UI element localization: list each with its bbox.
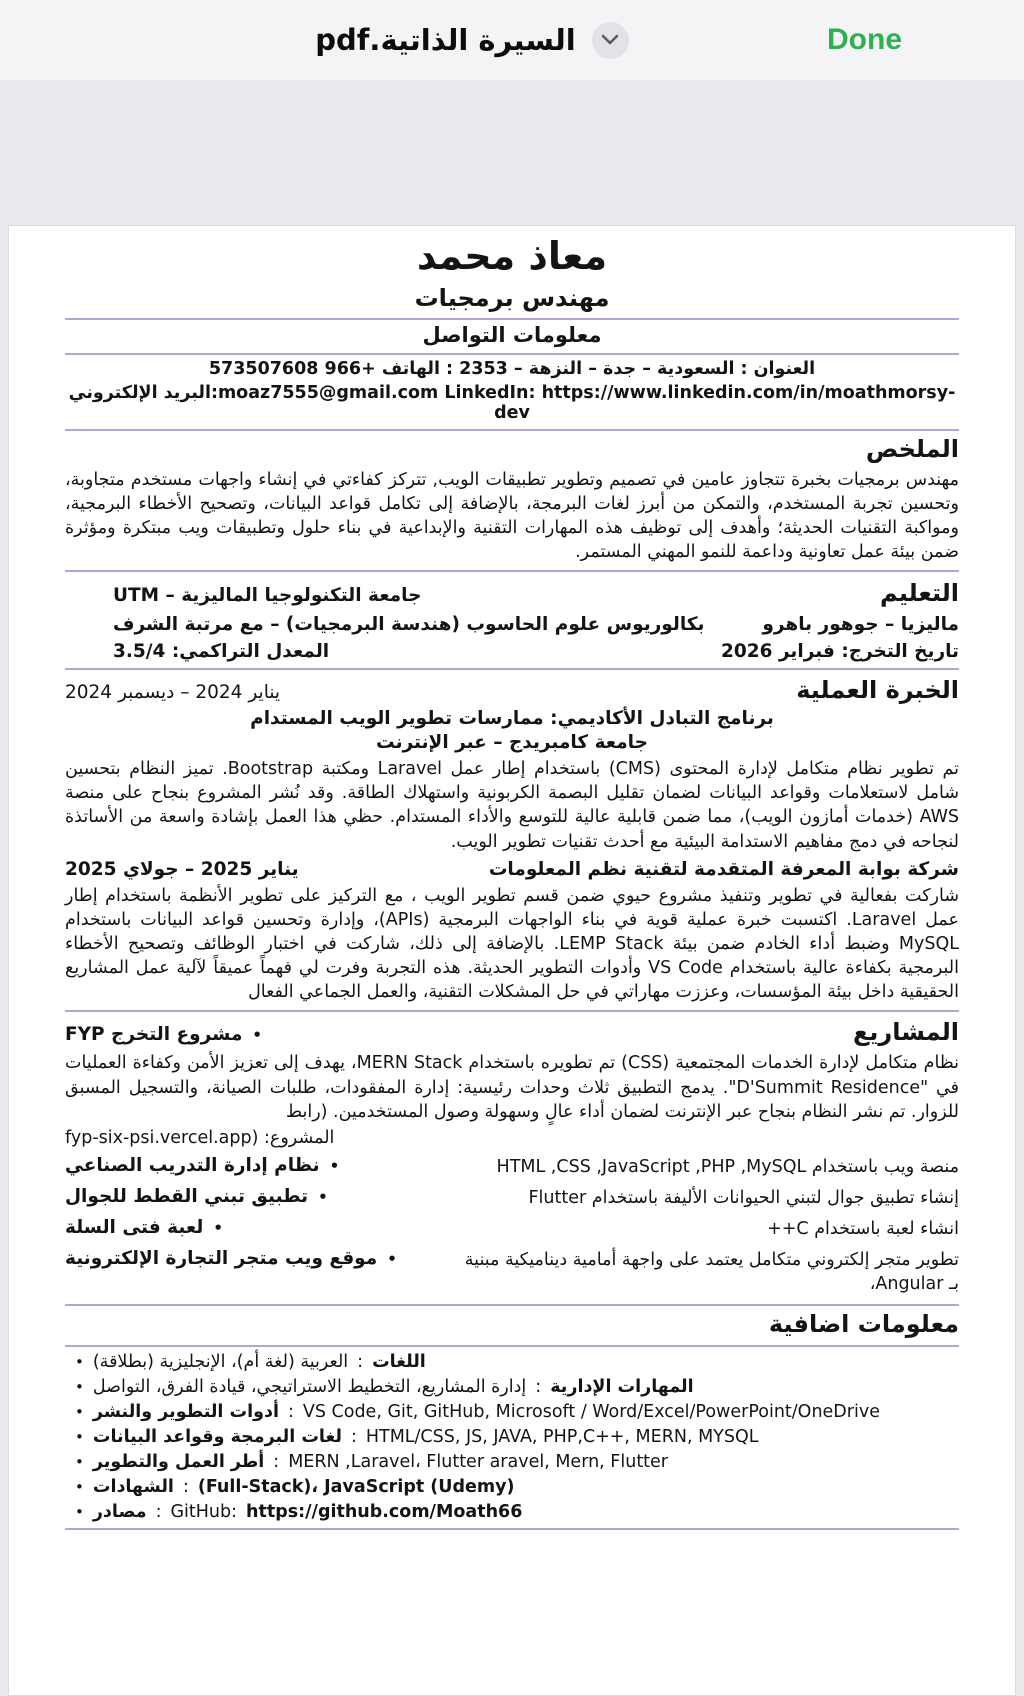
resume-name: معاذ محمد	[416, 234, 608, 278]
divider	[65, 318, 959, 320]
additional-item-management-skills	[65, 1377, 959, 1397]
project-label-text: نظام إدارة التدريب الصناعي	[65, 1154, 320, 1176]
divider	[65, 1528, 959, 1530]
project-label	[65, 1155, 339, 1176]
document-title: السيرة الذاتية.pdf	[315, 23, 576, 57]
bullet-icon: •	[75, 1352, 84, 1371]
project-description: تطوير متجر إلكتروني متكامل يعتمد على واجهة أمامية ديناميكية مبنية بـ Angular،	[464, 1250, 959, 1295]
additional-item-value: العربية (لغة أم)، الإنجليزية (بطلاقة)	[92, 1351, 349, 1372]
project-label	[65, 1186, 328, 1207]
resume-page	[8, 225, 1016, 1696]
bullet-icon: •	[318, 1187, 328, 1206]
project-row	[65, 1155, 959, 1179]
additional-item-label: اللغات	[372, 1351, 426, 1372]
projects-header-row	[65, 1017, 959, 1047]
additional-item-programming-languages	[65, 1427, 959, 1447]
additional-item-label: لغات البرمجة وقواعد البيانات	[92, 1426, 342, 1447]
project-label	[65, 1217, 223, 1238]
divider	[65, 429, 959, 431]
additional-item-value: (Full-Stack)، JavaScript (Udemy)	[197, 1476, 515, 1497]
summary-heading: الملخص	[865, 434, 959, 463]
bullet-icon: •	[252, 1026, 263, 1045]
additional-item-label: الشهادات	[92, 1476, 174, 1497]
summary-text: مهندس برمجيات بخبرة تتجاوز عامين في تصميم وتطوير تطبيقات الويب, تتركز كفاءتي في إنشاء واجهات مستخدم متجاوبة، وتحسين تجربة المستخدم، والتمكن من أبرز لغات البرمجة، بالإضافة إلى تكامل قواعد البيانات، وتصحيح الأخطاء البرمجية، ومواكبة التقنيات الحديثة؛ وأهدف إلى توظيف هذه المهارات التقنية والإبداعية في بناء حلول وتطبيقات ويب مبتكرة ومؤثرة ضمن بيئة عمل تعاونية وداعمة للنمو المهني المستمر.	[65, 469, 959, 563]
project-label-text: تطبيق تبني القطط للجوال	[65, 1185, 309, 1207]
contact-address-line: العنوان : السعودية – جدة – النزهة – 2353 : الهاتف +966 573507608	[208, 358, 816, 379]
education-row	[65, 641, 959, 662]
project-description: منصة ويب باستخدام HTML ,CSS ,JavaScript ,PHP ,MySQL	[496, 1156, 959, 1177]
job2-dates: يناير 2025 – جولاي 2025	[65, 858, 299, 880]
divider	[65, 1345, 959, 1347]
divider	[65, 353, 959, 355]
bullet-icon: •	[75, 1502, 84, 1521]
additional-item-value: VS Code, Git, GitHub, Microsoft / Word/Excel/PowerPoint/OneDrive	[302, 1401, 880, 1422]
education-degree: بكالوريوس علوم الحاسوب (هندسة البرمجيات) – مع مرتبة الشرف	[113, 614, 705, 636]
bullet-icon: •	[387, 1250, 397, 1269]
job1-organization: جامعة كامبريدج – عبر الإنترنت	[376, 732, 648, 754]
additional-item-label: أطر العمل والتطوير	[92, 1451, 265, 1472]
education-university: جامعة التكنولوجيا الماليزية – UTM	[113, 585, 422, 607]
additional-item-frameworks	[65, 1452, 959, 1472]
separator: :	[535, 1376, 542, 1397]
education-heading: التعليم	[880, 579, 959, 608]
divider	[65, 1304, 959, 1306]
bullet-icon: •	[75, 1427, 84, 1446]
project-label	[65, 1248, 397, 1269]
additional-item-value: HTML/CSS, JS, JAVA, PHP,C++, MERN, MYSQL	[365, 1426, 759, 1447]
project-row	[65, 1248, 959, 1296]
github-prefix: GitHub:	[170, 1501, 238, 1522]
additional-item-label: المهارات الإدارية	[550, 1376, 694, 1397]
job2-description: شاركت بفعالية في تطوير وتنفيذ مشروع حيوي ضمن قسم تطوير الويب ، مع التركيز على تطوير الأنظمة باستخدام إطار عمل Laravel. اكتسبت خبرة عملية قوية في بناء الواجهات البرمجية (APIs)، وإدارة وتحسين قواعد البيانات باستخدام MySQL وضبط أداء الخادم ضمن بيئة LEMP Stack. بالإضافة إلى ذلك، شاركت في اختبار الوظائف وتصحيح الأخطاء البرمجية بكفاءة عالية باستخدام VS Code وأدوات التطوير الحديثة. هذه التجربة وفرت لي فهماً عميقاً لآلية عمل المشاريع الحقيقية داخل بيئة المؤسسات، وعززت مهاراتي في حل المشكلات التقنية، والعمل الجماعي الفعال	[65, 885, 959, 1003]
education-gpa: المعدل التراكمي: 3.5/4	[113, 641, 330, 663]
additional-item-dev-tools	[65, 1402, 959, 1422]
separator: :	[357, 1351, 364, 1372]
document-title-group	[315, 22, 628, 59]
additional-item-label: أدوات التطوير والنشر	[92, 1401, 279, 1422]
contact-email-linkedin-line: البريد الإلكتروني:moaz7555@gmail.com LinkedIn: https://www.linkedin.com/in/moathmorsy-dev	[68, 382, 956, 423]
title-menu-button[interactable]	[592, 22, 629, 59]
project-fyp-description: نظام متكامل لإدارة الخدمات المجتمعية (CSS) تم تطويره باستخدام MERN Stack، يهدف إلى تعزيز الأمن وكفاءة العمليات في "D'Summit Residence". يدمج التطبيق ثلاث وحدات رئيسية: إدارة المفقودات، طلبات الصيانة، والتسجيل المسبق للزوار. تم نشر النظام بنجاح عبر الإنترنت لضمان أداء عالٍ وسهولة وصول المستخدمين. (رابط	[65, 1053, 960, 1122]
chevron-down-icon	[601, 33, 619, 48]
project-row	[65, 1217, 959, 1241]
bullet-icon: •	[329, 1156, 340, 1175]
experience-heading: الخبرة العملية	[796, 676, 959, 705]
job2-header-row	[65, 859, 959, 880]
job1-title: برنامج التبادل الأكاديمي: ممارسات تطوير الويب المستدام	[250, 708, 774, 730]
project-row	[65, 1186, 959, 1210]
projects-heading: المشاريع	[853, 1018, 959, 1047]
separator: :	[182, 1476, 189, 1497]
bullet-icon: •	[75, 1452, 84, 1471]
separator: :	[350, 1426, 357, 1447]
resume-job-title: مهندس برمجيات	[414, 283, 610, 312]
additional-item-label: مصادر	[92, 1501, 147, 1522]
experience-header-row	[65, 675, 959, 705]
additional-item-certificates	[65, 1477, 959, 1497]
job1-dates: يناير 2024 – ديسمبر 2024	[65, 682, 281, 704]
separator: :	[155, 1501, 162, 1522]
contact-heading: معلومات التواصل	[422, 322, 602, 347]
bullet-icon: •	[75, 1477, 84, 1496]
divider	[65, 570, 959, 572]
project-description: انشاء لعبة باستخدام C++	[767, 1219, 959, 1240]
education-graduation-date: تاريخ التخرج: فبراير 2026	[720, 641, 959, 663]
project-description: إنشاء تطبيق جوال لتبني الحيوانات الأليفة باستخدام Flutter	[528, 1187, 959, 1208]
navbar	[0, 0, 1024, 80]
education-row	[65, 578, 959, 608]
additional-item-languages	[65, 1352, 959, 1372]
project-label-text: لعبة فتى السلة	[65, 1217, 204, 1239]
project-fyp-label	[65, 1024, 262, 1045]
education-row	[65, 614, 959, 635]
bullet-icon: •	[75, 1402, 84, 1421]
project-fyp-label-text: مشروع التخرج FYP	[65, 1024, 243, 1046]
divider	[65, 1010, 959, 1012]
github-url: https://github.com/Moath66	[246, 1501, 523, 1522]
separator: :	[273, 1451, 280, 1472]
divider	[65, 668, 959, 670]
additional-heading: معلومات اضافية	[768, 1309, 959, 1338]
document-scroll-area[interactable]	[0, 80, 1024, 1696]
bullet-icon: •	[213, 1219, 223, 1238]
additional-item-sources	[65, 1502, 959, 1522]
project-fyp-link: المشروع: (fyp-six-psi.vercel.app	[65, 1127, 335, 1148]
education-location: ماليزيا – جوهور باهرو	[762, 614, 959, 636]
separator: :	[287, 1401, 294, 1422]
project-label-text: موقع ويب متجر التجارة الإلكترونية	[65, 1248, 378, 1270]
additional-item-value: إدارة المشاريع، التخطيط الاستراتيجي، قيادة الفرق، التواصل	[92, 1376, 527, 1397]
job1-description: تم تطوير نظام متكامل لإدارة المحتوى (CMS) باستخدام إطار عمل Laravel ومكتبة Bootstrap. تميز النظام بتحسين شامل لاستعلامات وقواعد البيانات لضمان تقليل البصمة الكربونية واستهلاك الطاقة. وقد نُشر المشروع بنجاح على منصة AWS (خدمات أمازون الويب)، مما ضمن قابلية عالية للتوسع والأداء المستدام. حظي هذا العمل بإشادة واسعة من الأساتذة لنجاحه في دمج مفاهيم الاستدامة البيئية مع أحدث تقنيات تطوير الويب.	[65, 759, 959, 852]
additional-item-value: MERN ,Laravel، Flutter aravel, Mern, Flutter	[288, 1451, 669, 1472]
done-button[interactable]: Done	[827, 23, 902, 56]
bullet-icon: •	[75, 1377, 84, 1396]
job2-company: شركة بوابة المعرفة المتقدمة لتقنية نظم المعلومات	[488, 858, 959, 880]
